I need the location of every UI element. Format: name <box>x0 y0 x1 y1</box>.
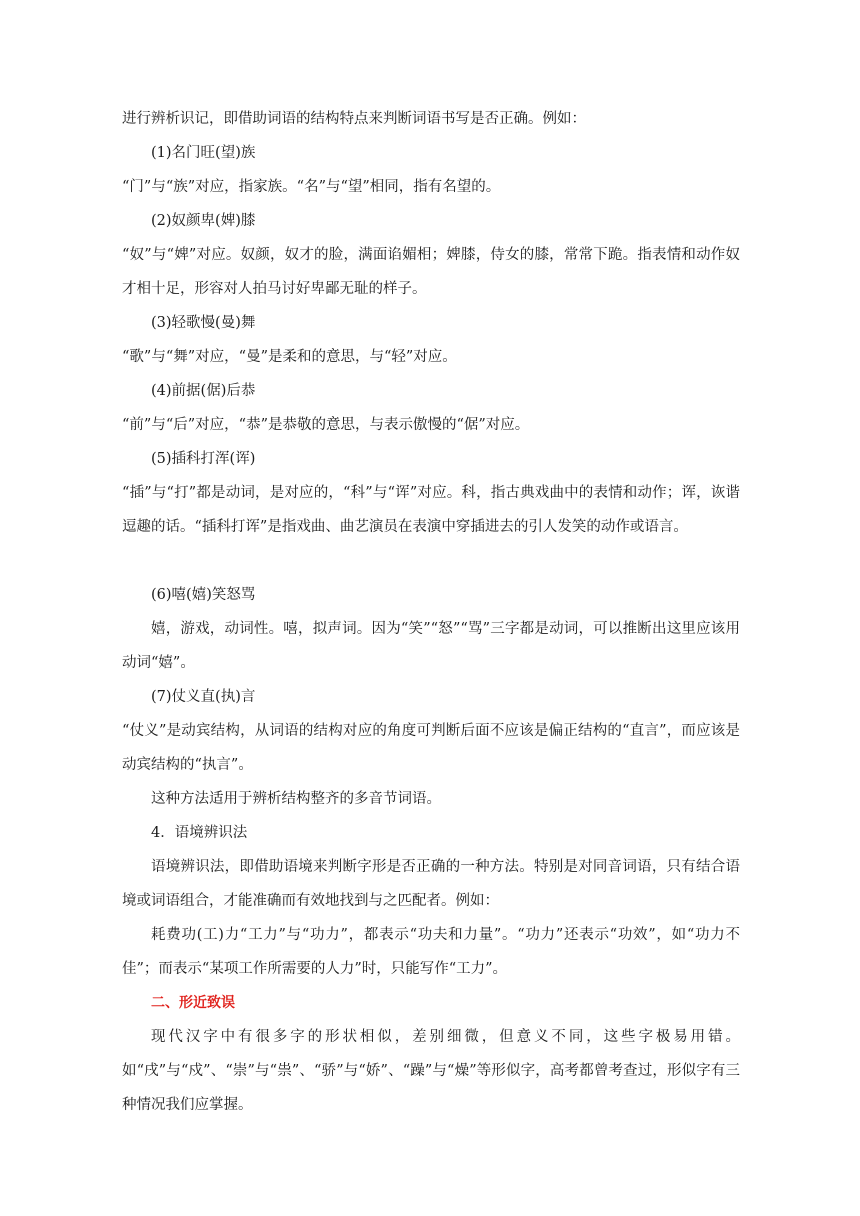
example-4-explanation: “前”与“后”对应，“恭”是恭敬的意思，与表示傲慢的“倨”对应。 <box>122 417 530 433</box>
example-4-title: (4)前据(倨)后恭 <box>151 383 256 399</box>
example-6-title: (6)嘻(嬉)笑怒骂 <box>151 587 256 603</box>
example-7-title: (7)仗义直(执)言 <box>151 689 256 705</box>
method-summary: 这种方法适用于辨析结构整齐的多音节词语。 <box>151 791 441 807</box>
example-5-explanation: “插”与“打”都是动词，是对应的，“科”与“诨”对应。科，指古典戏曲中的表情和动作；诨，诙谐逗趣的话。“插科打诨”是指戏曲、曲艺演员在表演中穿插进去的引人发笑的动作或语言。 <box>122 485 740 535</box>
example-1-title: (1)名门旺(望)族 <box>151 145 256 161</box>
example-5-title: (5)插科打浑(诨) <box>151 451 256 467</box>
section-heading-shape-errors: 二、形近致误 <box>151 995 235 1011</box>
shape-errors-intro: 现代汉字中有很多字的形状相似，差别细微，但意义不同，这些字极易用错。如“戌”与“戍”、“崇”与“祟”、“骄”与“娇”、“躁”与“燥”等形似字，高考都曾考查过，形似字有三种情况我们应掌握。 <box>122 1029 740 1113</box>
example-1-explanation: “门”与“族”对应，指家族。“名”与“望”相同，指有名望的。 <box>122 179 501 195</box>
section-4-example: 耗费功(工)力“工力”与“功力”，都表示“功夫和力量”。“功力”还表示“功效”，如“功力不佳”；而表示“某项工作所需要的人力”时，只能写作“工力”。 <box>122 927 740 977</box>
paragraph-intro: 进行辨析识记，即借助词语的结构特点来判断词语书写是否正确。例如： <box>122 111 586 127</box>
example-2-title: (2)奴颜卑(婢)膝 <box>151 213 256 229</box>
example-3-title: (3)轻歌慢(曼)舞 <box>151 315 256 331</box>
section-4-heading: 4．语境辨识法 <box>151 825 248 841</box>
example-3-explanation: “歌”与“舞”对应，“曼”是柔和的意思，与“轻”对应。 <box>122 349 457 365</box>
section-4-intro: 语境辨识法，即借助语境来判断字形是否正确的一种方法。特别是对同音词语，只有结合语境或词语组合，才能准确而有效地找到与之匹配者。例如： <box>122 859 740 909</box>
example-6-explanation: 嬉，游戏，动词性。嘻，拟声词。因为“笑”“怒”“骂”三字都是动词，可以推断出这里应该用动词“嬉”。 <box>122 621 740 671</box>
example-7-explanation: “仗义”是动宾结构，从词语的结构对应的角度可判断后面不应该是偏正结构的“直言”，而应该是动宾结构的“执言”。 <box>122 723 740 773</box>
example-2-explanation: “奴”与“婢”对应。奴颜，奴才的脸，满面谄媚相；婢膝，侍女的膝，常常下跪。指表情和动作奴才相十足，形容对人拍马讨好卑鄙无耻的样子。 <box>122 247 740 297</box>
